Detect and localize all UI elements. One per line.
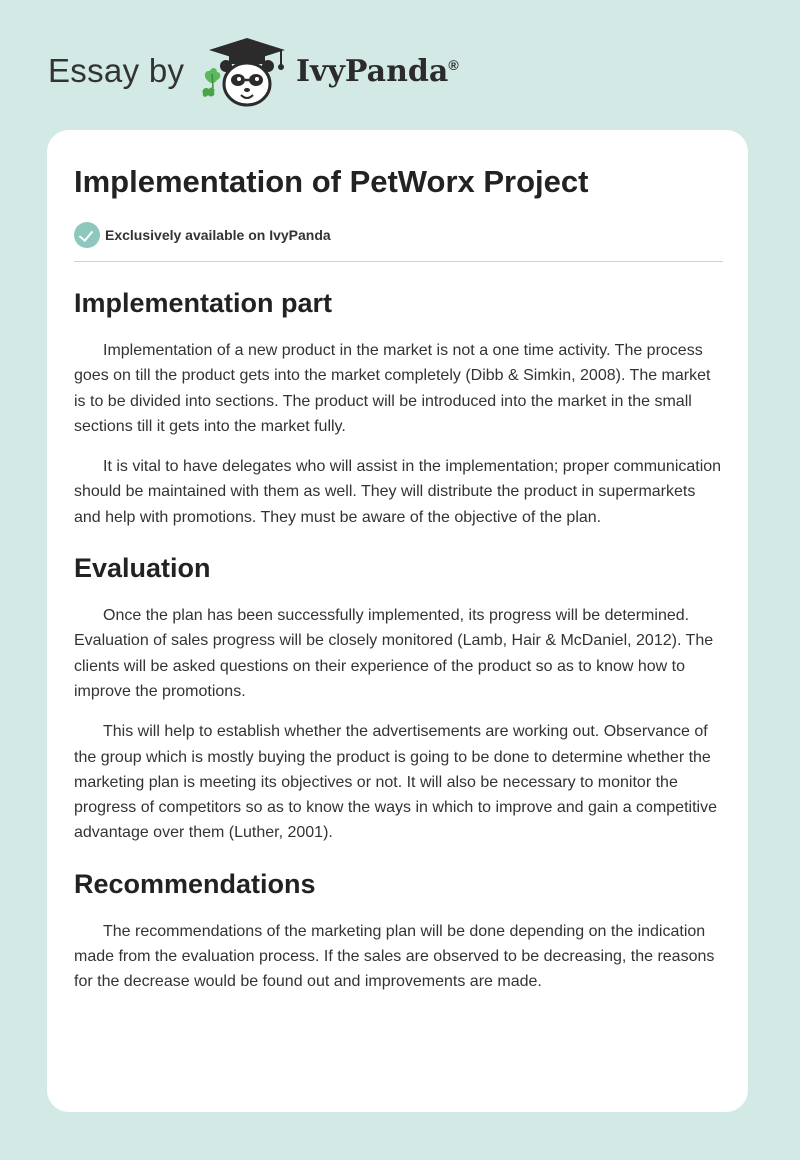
section-heading: Implementation part (74, 288, 333, 318)
exclusive-badge (74, 222, 331, 248)
essay-card (47, 130, 748, 1112)
brand-name[interactable] (296, 54, 459, 89)
section-heading: Recommendations (74, 868, 316, 899)
essay-content (74, 280, 722, 995)
site-header (48, 36, 548, 108)
section-evaluation (74, 545, 722, 846)
panda-logo-icon[interactable] (201, 36, 293, 108)
paragraph: The recommendations of the marketing plan will be done depending on the indication made from the evaluation process. If the sales are observed to be decreasing, the reasons for the decrease would be found out and improvements are made. (74, 922, 715, 991)
section-recommendations (74, 861, 722, 995)
section-implementation (74, 280, 722, 530)
registered-mark: ® (448, 57, 459, 73)
paragraph: This will help to establish whether the advertisements are working out. Observance of the group which is mostly buying the product is going to be done to determine whether the marketing plan is meeting its objectives or not. It will also be necessary to monitor the progress of competitors so as to know the ways in which to improve and gain a competitive advantage over them (Luther, 2001). (74, 723, 717, 842)
title-divider (74, 261, 723, 262)
section-heading: Evaluation (74, 553, 211, 584)
essay-by-label: Essay by (48, 52, 185, 89)
paragraph: Once the plan has been successfully implemented, its progress will be determined. Evaluation of sales progress will be closely monitored (Lamb, Hair & McDaniel, 2012). The clients will be asked questions on their experience of the product so as to know how to improve the promotions. (74, 607, 714, 700)
paragraph: Implementation of a new product in the market is not a one time activity. The process goes on till the product gets into the market completely (Dibb & Simkin, 2008). The market is to be divided into sections. The product will be introduced into the market in the small sections till it gets into the market fully. (74, 342, 711, 435)
badge-label: Exclusively available on IvyPanda (105, 227, 331, 243)
check-icon (74, 222, 100, 248)
paragraph: It is vital to have delegates who will assist in the implementation; proper communication should be maintained with them as well. They will distribute the product in supermarkets and help with promotions. They must be aware of the objective of the plan. (74, 458, 722, 526)
brand-text: IvyPanda (296, 54, 449, 89)
page-title: Implementation of PetWorx Project (74, 164, 589, 199)
